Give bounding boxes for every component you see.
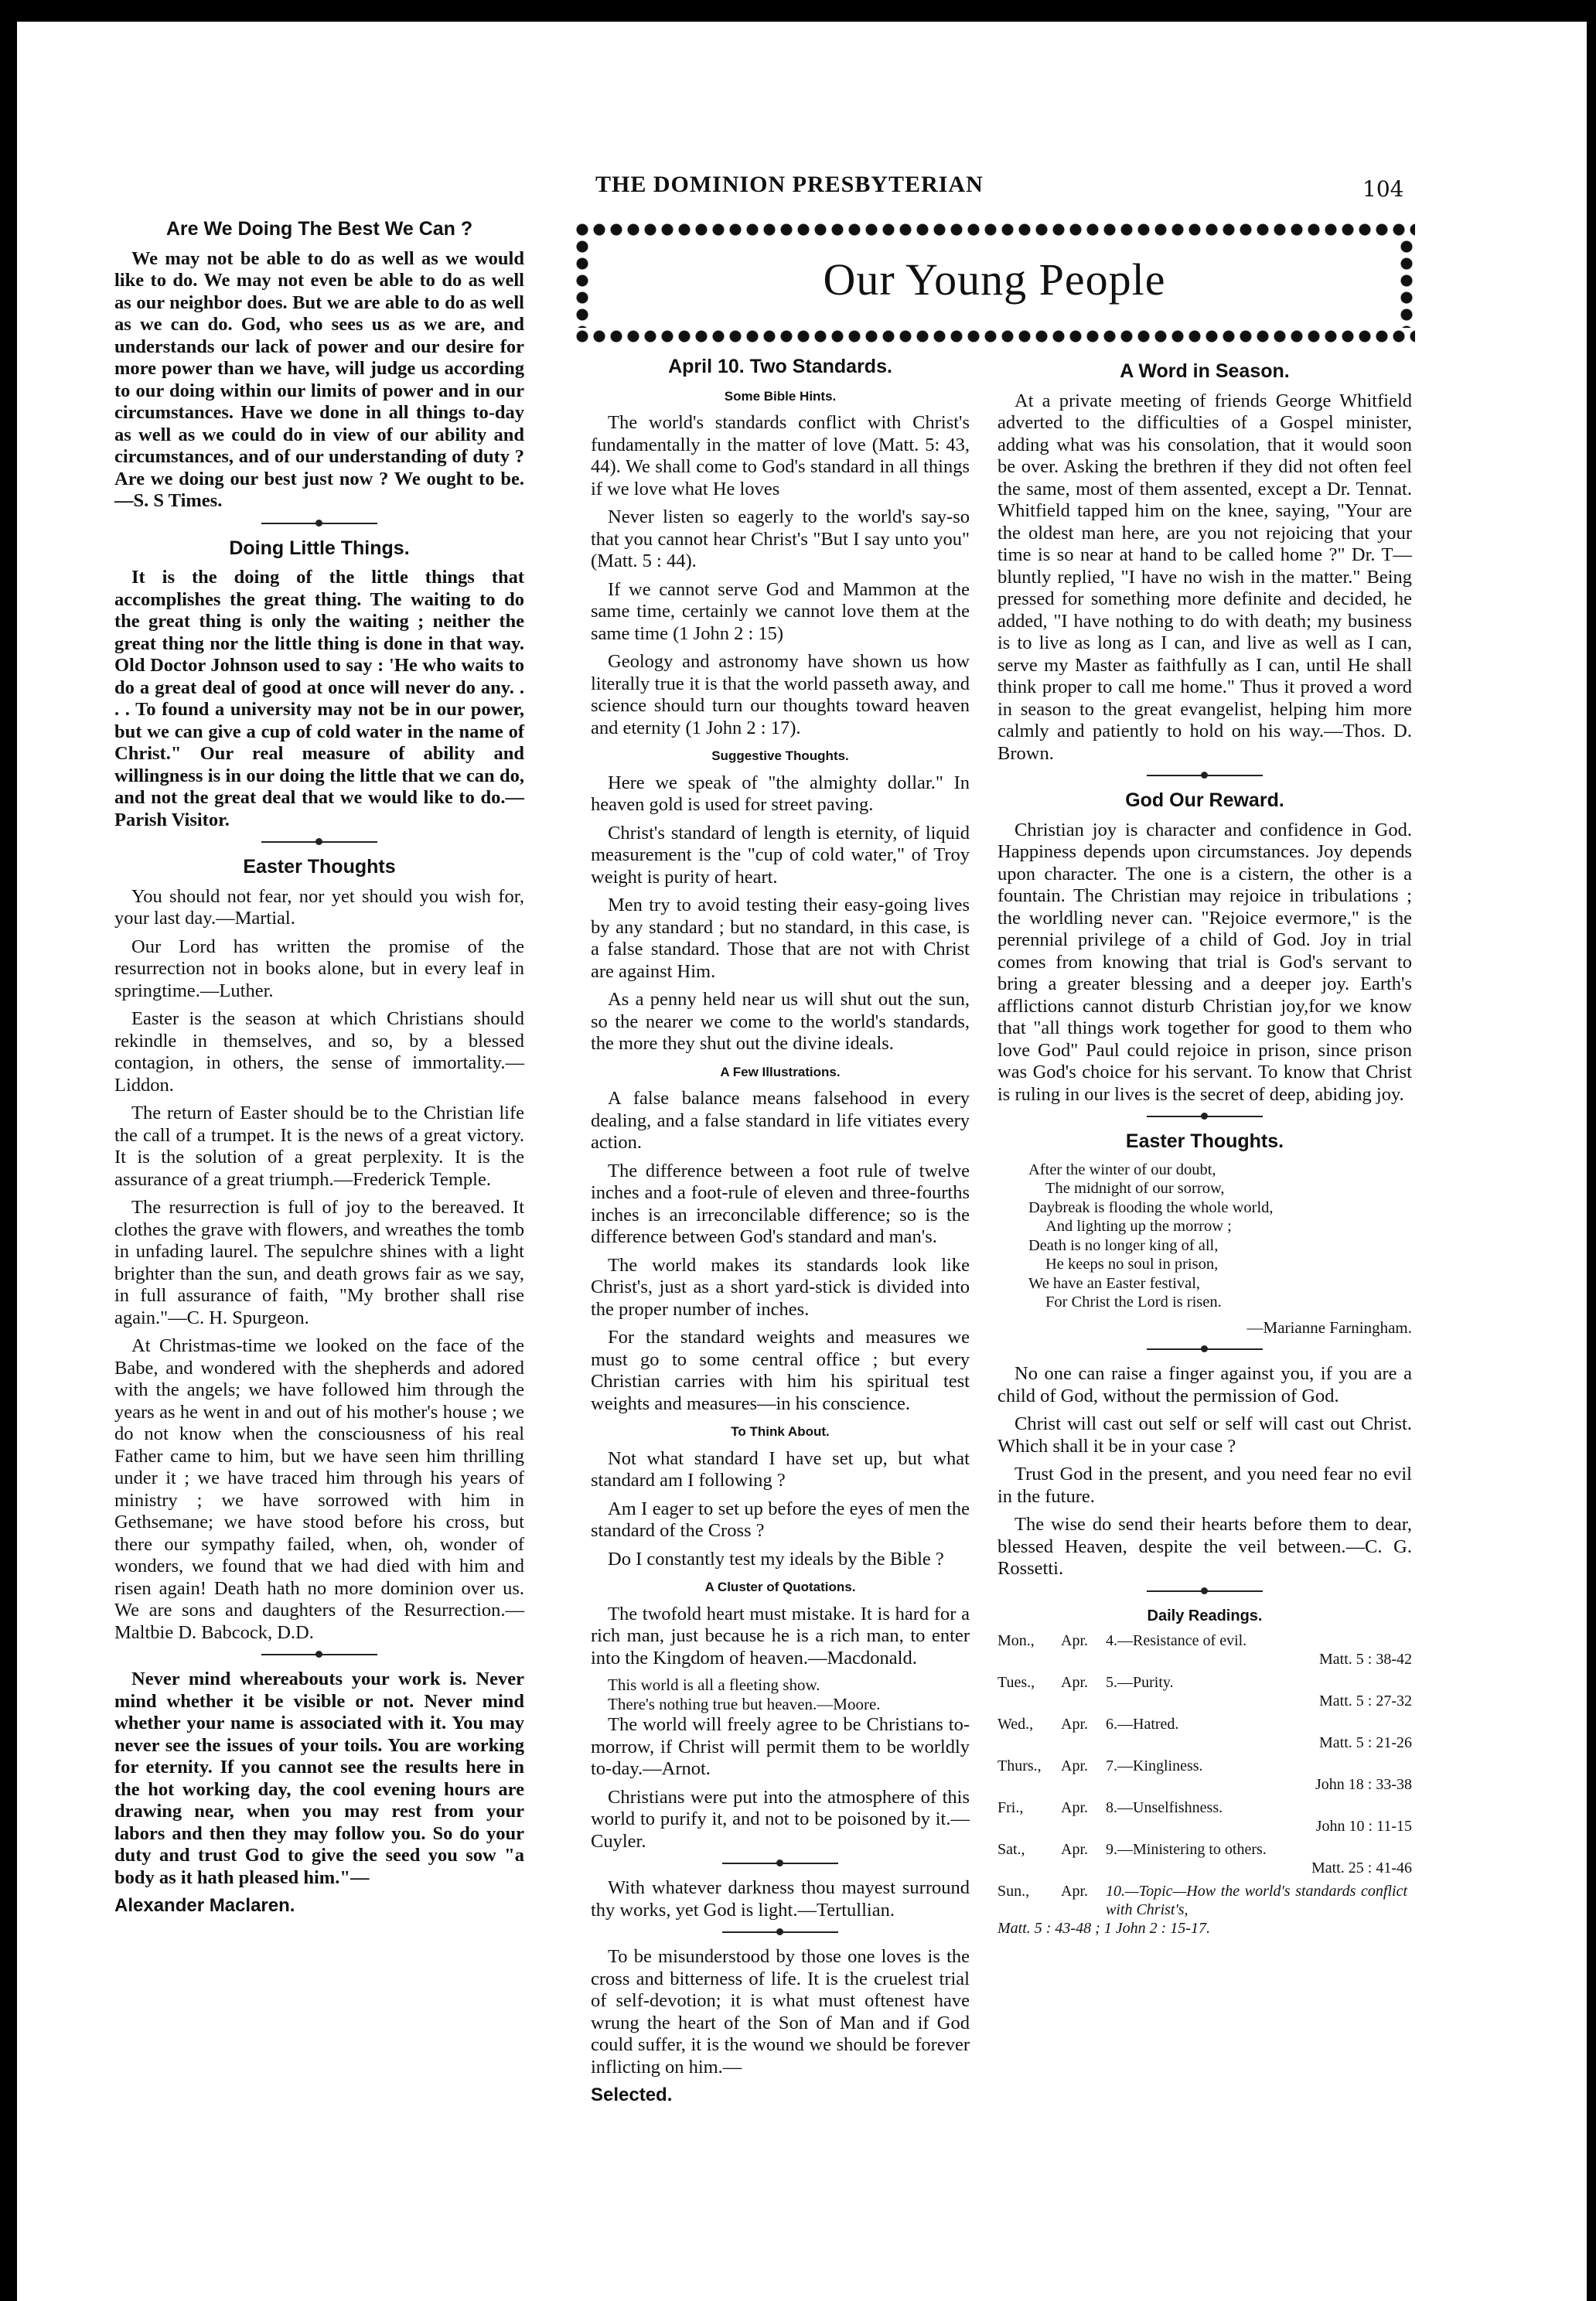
article-paragraph: The world's standards conflict with Christ's fundamentally in the matter of love (Matt. 5: 43, 44). We shall come to God's standard in all things if we love what He loves [591,412,970,499]
article-paragraph: The world makes its standards look like Christ's, just as a short yard-stick is divided into the proper number of inches. [591,1254,970,1320]
article-paragraph: The return of Easter should be to the Christian life the call of a trumpet. It is the news of a great victory. It is the solution of a great perplexity. It is the assurance of a great triumph.—Frederick Temple. [114,1103,524,1190]
reading-month: Apr. [1061,1674,1088,1691]
article-title: A Word in Season. [1120,360,1290,382]
reading-reference: Matt. 5 : 38-42 [1319,1651,1412,1668]
section-divider [261,1654,377,1660]
reading-month: Apr. [1061,1757,1088,1774]
reading-topic: 6.—Hatred. [1106,1716,1179,1733]
reading-row [998,1757,1412,1798]
running-head: THE DOMINION PRESBYTERIAN [595,172,984,197]
article-paragraph: The resurrection is full of joy to the bereaved. It clothes the grave with flowers, and wreathes the tomb in unfading laurel. The sepulchre shines with a light brighter than the sun, and death grows fair as we say, in full assurance of faith, "My brother shall rise again."—C. H. Spurgeon. [114,1197,524,1328]
article-paragraph: Geology and astronomy have shown us how literally true it is that the world passeth away, and science should turn our thoughts toward heaven and eternity (1 John 2 : 17). [591,651,970,738]
article-paragraph: Do I constantly test my ideals by the Bible ? [608,1548,944,1570]
article-paragraph: A false balance means falsehood in every dealing, and a false standard in life vitiates every action. [591,1088,970,1153]
poem-line: Death is no longer king of all, [1028,1236,1219,1254]
reading-day: Fri., [998,1799,1024,1816]
subheading: A Cluster of Quotations. [704,1580,856,1594]
article-paragraph: The world will freely agree to be Christians to-morrow, if Christ will permit them to be worldly to-day.—Arnot. [591,1714,970,1779]
banner-border-top [574,221,1415,238]
subheading: To Think About. [731,1424,830,1439]
banner-title: Our Young People [823,254,1166,305]
section-divider [261,841,377,847]
poem-line: The midnight of our sorrow, [1045,1180,1225,1197]
reading-month: Apr. [1061,1883,1088,1900]
verse-line: This world is all a fleeting show. [608,1675,820,1694]
section-divider [1147,1348,1263,1355]
poem-author: —Marianne Farningham. [1246,1318,1412,1337]
section-divider [722,1931,838,1938]
article-title: April 10. Two Standards. [668,356,892,377]
article-paragraph: Christians were put into the atmosphere of this world to purify it, and not to be poisoned by it.—Cuyler. [591,1786,970,1852]
poem-line: After the winter of our doubt, [1028,1161,1216,1178]
reading-day: Wed., [998,1716,1034,1733]
article-paragraph: At Christmas-time we looked on the face of the Babe, and wondered with the shepherds and adored with the angels; we have followed him through the years as he went in and out of his mother's house ; we do not know when the consciousness of his real Father came to him, but we have seen him thrilling under it ; we have traced him through his years of ministry ; we have sorrowed with him in Gethsemane; we have stood before his cross, but there our sympathy failed, when, oh, wonder of wonders, we found that we had died with him and risen again! Death hath no more dominion over us. We are sons and daughters of the Resurrection.—Maltbie D. Babcock, D.D. [114,1335,524,1643]
article-title: God Our Reward. [1125,789,1284,811]
article-paragraph: If we cannot serve God and Mammon at the same time, certainly we cannot love them at the same time (1 John 2 : 15) [591,578,970,644]
section-divider [1147,1590,1263,1597]
reading-month: Apr. [1061,1799,1088,1816]
poem [1028,1161,1412,1312]
article-paragraph: It is the doing of the little things that accomplishes the great thing. The waiting to do the great thing is only the waiting ; neither the great thing nor the little thing is done in that way. Old Doctor Johnson used to say : 'He who waits to do a great deal of good at once will never do any. . . . To found a university may not be in our power, but we can give a cup of cold water in the name of Christ." Our real measure of ability and willingness is in our doing the little that we can do, and not the great deal that we would like to do.—Parish Visitor. [114,567,524,830]
reading-row [998,1631,1412,1673]
reading-row [998,1673,1412,1715]
reading-row [998,1798,1412,1840]
column-right [998,360,1412,1944]
article-paragraph: Trust God in the present, and you need fear no evil in the future. [998,1464,1412,1507]
readings-list [998,1631,1412,1944]
reading-day: Thurs., [998,1757,1042,1774]
reading-row [998,1882,1412,1944]
article-title: Easter Thoughts [243,856,396,878]
article-paragraph: Christian joy is character and confidence in God. Happiness depends upon circumstances. Joy depends upon character. The one is a cistern, the other is a fountain. The Christian may rejoice in tribulations ; the worldling never can. "Rejoice evermore," is the perennial privilege of a child of God. Joy in trial comes from knowing that trial is God's servant to bring a greater blessing and a deeper joy. Earth's afflictions cannot disturb Christian joy,for we know that "all things work together for good to them who love God" Paul could rejoice in prison, since prison was God's choice for his servant. To know that Christ is ruling in our lives is the secret of deep, abiding joy. [998,819,1412,1105]
reading-topic: 10.—Topic—How the world's standards conflict with Christ's, [1106,1883,1407,1918]
reading-day: Sat., [998,1841,1025,1858]
reading-topic: 5.—Purity. [1106,1674,1174,1691]
reading-reference: Matt. 5 : 43-48 ; 1 John 2 : 15-17. [998,1920,1210,1937]
scan-border-right [1587,0,1596,2301]
section-divider [261,523,377,529]
article-signature: Alexander Maclaren. [114,1895,295,1916]
article-paragraph: At a private meeting of friends George Whitfield adverted to the difficulties of a Gospel minister, adding what was his consolation, that it would soon be over. Asking the brethren if they did not often feel the same, most of them assented, except a Dr. Tennat. Whitfield tapped him on the knee, saying, "Your are the oldest man here, are you not rejoicing that your time is so near at hand to be called home ?" Dr. T—bluntly replied, "I have no wish in the matter." Being pressed for something more definite and decided, he added, "I have nothing to do with death; my business is to live as long as I can, and live as well as I can, serve my Master as faithfully as I can, until He shall think proper to call me home." Thus it proved a word in season to the great evangelist, helping him more calmly and patiently to hold on his way.—Thos. D. Brown. [998,390,1412,764]
reading-reference: Matt. 25 : 41-46 [1311,1860,1412,1877]
article-paragraph: Our Lord has written the promise of the resurrection not in books alone, but in every leaf in springtime.—Luther. [114,936,524,1001]
column-middle [591,356,970,2107]
article-title: Are We Doing The Best We Can ? [165,218,473,240]
reading-row [998,1840,1412,1882]
article-paragraph: Never listen so eagerly to the world's say-so that you cannot hear Christ's "But I say unto you" (Matt. 5 : 44). [591,506,970,571]
reading-month: Apr. [1061,1716,1088,1733]
reading-reference: John 18 : 33-38 [1315,1776,1412,1793]
article-paragraph: Here we speak of "the almighty dollar." In heaven gold is used for street paving. [591,772,970,815]
article-paragraph: Am I eager to set up before the eyes of men the standard of the Cross ? [591,1498,970,1541]
reading-topic: 4.—Resistance of evil. [1106,1632,1247,1649]
poem-line: Daybreak is flooding the whole world, [1028,1198,1274,1216]
article-paragraph: Not what standard I have set up, but what standard am I following ? [591,1447,970,1491]
article-paragraph: No one can raise a finger against you, if you are a child of God, without the permission of God. [998,1363,1412,1406]
article-signature: Selected. [591,2085,673,2105]
subheading: A Few Illustrations. [720,1064,841,1079]
article-paragraph: Easter is the season at which Christians should rekindle in themselves, and so, by a blessed contagion, in others, the sense of immortality.—Liddon. [114,1008,524,1096]
article-paragraph: The wise do send their hearts before them to dear, blessed Heaven, despite the veil between.—C. G. Rossetti. [998,1514,1412,1579]
section-divider [1147,775,1263,781]
reading-topic: 7.—Kingliness. [1106,1757,1203,1774]
article-paragraph: Christ will cast out self or self will cast out Christ. Which shall it be in your case ? [998,1413,1412,1457]
subheading: Suggestive Thoughts. [711,748,849,763]
reading-topic: 9.—Ministering to others. [1106,1841,1267,1858]
reading-reference: Matt. 5 : 21-26 [1319,1734,1412,1751]
article-title: Doing Little Things. [229,537,410,559]
readings-title: Daily Readings. [1147,1607,1263,1624]
article-paragraph: We may not be able to do as well as we would like to do. We may not even be able to do as well as our neighbor does. But we are able to do as well as we can do. God, who sees us as we are, and understands our lack of power and our desire for more power than we have, will judge us according to our doing within our limits of power and in our circumstances. Have we done in all things to-day as well as we could do in view of our ability and circumstances, and of our understanding of duty ? Are we doing our best just now ? We ought to be.—S. S Times. [114,247,524,511]
reading-month: Apr. [1061,1841,1088,1858]
article-paragraph: For the standard weights and measures we must go to some central office ; but every Christian carries with him his spiritual test weights and measures—in his conscience. [591,1327,970,1414]
scan-border-left [0,0,17,2301]
reading-reference: John 10 : 11-15 [1315,1818,1412,1835]
section-banner [574,221,1415,345]
article-paragraph: You should not fear, nor yet should you wish for, your last day.—Martial. [114,885,524,929]
column-left [114,218,524,1918]
reading-day: Mon., [998,1632,1035,1649]
reading-month: Apr. [1061,1632,1088,1649]
article-paragraph: Christ's standard of length is eternity, of liquid measurement is the "cup of cold water," of Troy weight is purity of heart. [591,822,970,888]
article-paragraph: As a penny held near us will shut out the sun, so the nearer we come to the world's standards, the more they shut out the divine ideals. [591,989,970,1054]
reading-topic: 8.—Unselfishness. [1106,1799,1223,1816]
poem-line: We have an Easter festival, [1028,1274,1201,1292]
reading-day: Tues., [998,1674,1035,1691]
article-paragraph: With whatever darkness thou mayest surround thy works, yet God is light.—Tertullian. [591,1877,970,1921]
article-paragraph: Men try to avoid testing their easy-going lives by any standard ; but no standard, in this case, is a false standard. Those that are not with Christ are against Him. [591,895,970,982]
poem-line: He keeps no soul in prison, [1045,1256,1219,1273]
section-divider [722,1863,838,1869]
verse-line: There's nothing true but heaven.—Moore. [608,1695,881,1713]
subheading: Some Bible Hints. [724,388,837,404]
article-paragraph: Never mind whereabouts your work is. Never mind whether it be visible or not. Never mind whether your name is associated with it. You may never see the issues of your toils. You are working for eternity. If you cannot see the results here in the hot working day, the cool evening hours are drawing near, when you may rest from your labors and then they may follow you. So do your duty and trust God to give the seed you sow "a body as it hath pleased him."— [114,1669,524,1888]
poem-line: For Christ the Lord is risen. [1045,1294,1222,1311]
reading-row [998,1715,1412,1757]
article-paragraph: The difference between a foot rule of twelve inches and a foot-rule of eleven and three-fourths inches is an irreconcilable difference; so is the difference between God's standard and man's. [591,1160,970,1247]
scan-border-top [0,0,1596,22]
article-title: Easter Thoughts. [1125,1130,1284,1152]
article-paragraph: The twofold heart must mistake. It is hard for a rich man, just because he is a rich man, to enter into the Kingdom of heaven.—Macdonald. [591,1603,970,1669]
section-divider [1147,1116,1263,1122]
page-number: 104 [1362,176,1404,202]
poem-line: And lighting up the morrow ; [1045,1218,1232,1235]
reading-day: Sun., [998,1883,1030,1900]
reading-reference: Matt. 5 : 27-32 [1319,1693,1412,1710]
banner-border-bottom [574,328,1415,345]
article-paragraph: To be misunderstood by those one loves is the cross and bitterness of life. It is the cruelest trial of self-devotion; it is what must oftenest have wrung the heart of the Son of Man and if God could suffer, it is the wound we should be forever inflicting on him.— [591,1946,970,2078]
